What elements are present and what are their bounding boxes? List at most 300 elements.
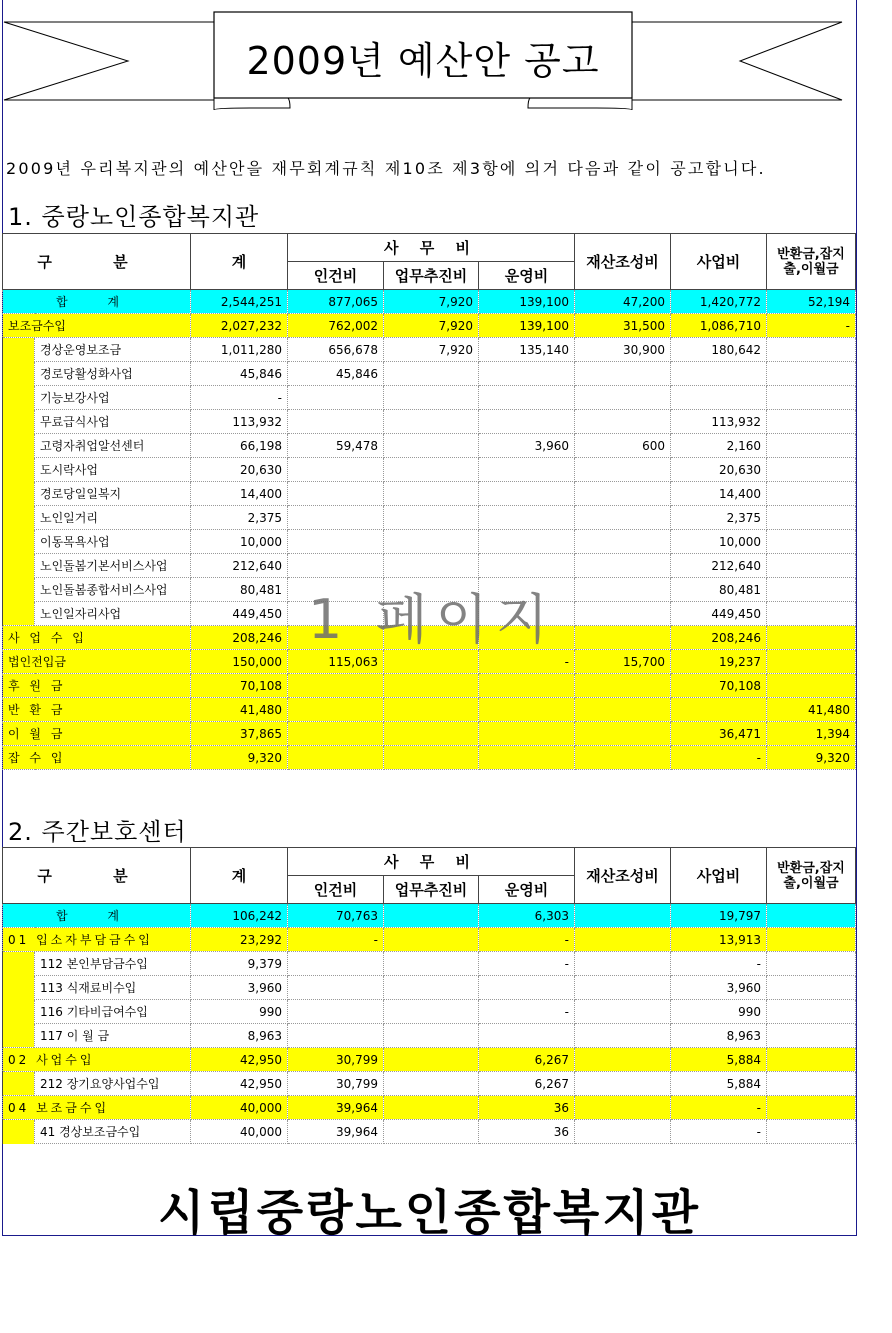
page-title: 2009년 예산안 공고	[246, 38, 600, 83]
header-operations-promo: 업무추진비	[384, 876, 479, 904]
cell-personnel	[288, 698, 384, 722]
cell-total: 42,950	[191, 1072, 288, 1096]
cell-operations-promo	[384, 530, 479, 554]
cell-running	[479, 530, 575, 554]
cell-business: 5,884	[671, 1072, 767, 1096]
row-label: 사 업 수 입	[3, 626, 191, 650]
cell-business: 3,960	[671, 976, 767, 1000]
cell-business: 80,481	[671, 578, 767, 602]
cell-refund	[767, 1048, 856, 1072]
detail-row	[3, 410, 856, 434]
header-operations-promo: 업무추진비	[384, 262, 479, 290]
cell-business: 10,000	[671, 530, 767, 554]
cell-business: 14,400	[671, 482, 767, 506]
cell-property	[575, 976, 671, 1000]
cell-refund	[767, 386, 856, 410]
cell-total: 80,481	[191, 578, 288, 602]
cell-total: 1,011,280	[191, 338, 288, 362]
cell-personnel: 656,678	[288, 338, 384, 362]
cell-property	[575, 554, 671, 578]
cell-refund	[767, 976, 856, 1000]
group-row	[3, 626, 856, 650]
cell-operations-promo	[384, 362, 479, 386]
cell-refund	[767, 434, 856, 458]
cell-personnel: 877,065	[288, 290, 384, 314]
cell-operations-promo	[384, 1048, 479, 1072]
cell-property	[575, 482, 671, 506]
detail-row	[3, 976, 856, 1000]
cell-personnel	[288, 602, 384, 626]
cell-property	[575, 602, 671, 626]
cell-property	[575, 674, 671, 698]
footer-organization-name: 시립중랑노인종합복지관	[157, 1185, 702, 1241]
cell-refund	[767, 1000, 856, 1024]
cell-business: 113,932	[671, 410, 767, 434]
cell-business: 5,884	[671, 1048, 767, 1072]
cell-personnel	[288, 410, 384, 434]
cell-refund	[767, 602, 856, 626]
cell-refund	[767, 1024, 856, 1048]
cell-property	[575, 928, 671, 952]
row-label: 212 장기요양사업수입	[35, 1072, 191, 1096]
cell-business: 19,797	[671, 904, 767, 928]
cell-running	[479, 458, 575, 482]
row-label: 합 계	[3, 904, 191, 928]
cell-business: 180,642	[671, 338, 767, 362]
header-refund: 반환금,잡지출,이월금	[767, 848, 856, 904]
cell-personnel: 45,846	[288, 362, 384, 386]
cell-personnel	[288, 506, 384, 530]
cell-refund	[767, 650, 856, 674]
cell-personnel	[288, 386, 384, 410]
cell-refund: 41,480	[767, 698, 856, 722]
row-label: 112 본인부담금수입	[35, 952, 191, 976]
row-label: 고령자취업알선센터	[35, 434, 191, 458]
cell-business: -	[671, 1096, 767, 1120]
cell-operations-promo	[384, 698, 479, 722]
cell-refund	[767, 952, 856, 976]
cell-business: 212,640	[671, 554, 767, 578]
row-label: 노인일자리사업	[35, 602, 191, 626]
indent-bar	[3, 554, 35, 578]
cell-business: 990	[671, 1000, 767, 1024]
cell-property	[575, 1120, 671, 1144]
cell-total: 37,865	[191, 722, 288, 746]
header-property: 재산조성비	[575, 848, 671, 904]
cell-personnel: 39,964	[288, 1096, 384, 1120]
total-row	[3, 904, 856, 928]
cell-operations-promo	[384, 928, 479, 952]
cell-personnel: 30,799	[288, 1072, 384, 1096]
row-label: 경로당활성화사업	[35, 362, 191, 386]
row-label: 도시락사업	[35, 458, 191, 482]
header-refund: 반환금,잡지출,이월금	[767, 234, 856, 290]
header-category: 구 분	[3, 234, 191, 290]
cell-personnel	[288, 1000, 384, 1024]
cell-running: 139,100	[479, 314, 575, 338]
detail-row	[3, 1024, 856, 1048]
cell-running	[479, 976, 575, 1000]
cell-personnel: 59,478	[288, 434, 384, 458]
cell-running	[479, 410, 575, 434]
header-running: 운영비	[479, 262, 575, 290]
detail-row	[3, 338, 856, 362]
cell-operations-promo	[384, 650, 479, 674]
row-label: 경로당일일복지	[35, 482, 191, 506]
cell-refund	[767, 362, 856, 386]
cell-total: 990	[191, 1000, 288, 1024]
row-label: 117 이 월 금	[35, 1024, 191, 1048]
detail-row	[3, 1120, 856, 1144]
header-office-expense: 사 무 비	[288, 234, 575, 262]
row-label: 116 기타비급여수입	[35, 1000, 191, 1024]
cell-total: 212,640	[191, 554, 288, 578]
indent-bar	[3, 482, 35, 506]
cell-property	[575, 952, 671, 976]
header-office-expense: 사 무 비	[288, 848, 575, 876]
detail-row	[3, 386, 856, 410]
detail-row	[3, 458, 856, 482]
detail-row	[3, 362, 856, 386]
budget-table-section1	[2, 233, 856, 770]
cell-refund	[767, 1072, 856, 1096]
row-label: 후 원 금	[3, 674, 191, 698]
cell-total: 106,242	[191, 904, 288, 928]
cell-property: 600	[575, 434, 671, 458]
cell-operations-promo	[384, 904, 479, 928]
cell-running: 6,267	[479, 1072, 575, 1096]
indent-bar	[3, 506, 35, 530]
cell-running: -	[479, 1000, 575, 1024]
header-row	[3, 848, 856, 876]
cell-personnel	[288, 952, 384, 976]
cell-business: 8,963	[671, 1024, 767, 1048]
cell-property	[575, 1000, 671, 1024]
cell-running: -	[479, 952, 575, 976]
cell-property	[575, 410, 671, 434]
cell-operations-promo	[384, 410, 479, 434]
cell-refund: 9,320	[767, 746, 856, 770]
indent-bar	[3, 1024, 35, 1048]
cell-business: -	[671, 1120, 767, 1144]
cell-running: 3,960	[479, 434, 575, 458]
cell-total: 42,950	[191, 1048, 288, 1072]
group-row	[3, 746, 856, 770]
group-row	[3, 650, 856, 674]
cell-property	[575, 506, 671, 530]
row-label: 잡 수 입	[3, 746, 191, 770]
cell-business: 20,630	[671, 458, 767, 482]
section2-title: 2. 주간보호센터	[8, 818, 187, 846]
cell-property	[575, 1024, 671, 1048]
cell-total: 41,480	[191, 698, 288, 722]
cell-property	[575, 362, 671, 386]
cell-refund	[767, 458, 856, 482]
indent-bar	[3, 952, 35, 976]
cell-personnel	[288, 482, 384, 506]
cell-personnel	[288, 578, 384, 602]
group-row	[3, 1096, 856, 1120]
cell-personnel	[288, 1024, 384, 1048]
row-label: 41 경상보조금수입	[35, 1120, 191, 1144]
indent-bar	[3, 434, 35, 458]
indent-bar	[3, 410, 35, 434]
cell-property	[575, 746, 671, 770]
indent-bar	[3, 1072, 35, 1096]
cell-total: 150,000	[191, 650, 288, 674]
cell-total: -	[191, 386, 288, 410]
cell-refund	[767, 674, 856, 698]
cell-running	[479, 746, 575, 770]
cell-refund	[767, 904, 856, 928]
cell-running	[479, 722, 575, 746]
indent-bar	[3, 338, 35, 362]
cell-refund	[767, 578, 856, 602]
row-label: 합 계	[3, 290, 191, 314]
indent-bar	[3, 386, 35, 410]
cell-property	[575, 1072, 671, 1096]
page-watermark: 1 페이지	[308, 588, 557, 651]
header-total: 계	[191, 234, 288, 290]
cell-running	[479, 386, 575, 410]
detail-row	[3, 434, 856, 458]
header-running: 운영비	[479, 876, 575, 904]
cell-property: 31,500	[575, 314, 671, 338]
cell-total: 8,963	[191, 1024, 288, 1048]
row-label: 법인전입금	[3, 650, 191, 674]
cell-refund	[767, 530, 856, 554]
cell-total: 2,544,251	[191, 290, 288, 314]
cell-refund: -	[767, 314, 856, 338]
cell-operations-promo	[384, 554, 479, 578]
cell-business: 1,086,710	[671, 314, 767, 338]
cell-total: 45,846	[191, 362, 288, 386]
header-business: 사업비	[671, 234, 767, 290]
cell-business: 449,450	[671, 602, 767, 626]
cell-property	[575, 698, 671, 722]
row-label: 113 식재료비수입	[35, 976, 191, 1000]
header-property: 재산조성비	[575, 234, 671, 290]
cell-property	[575, 904, 671, 928]
cell-personnel	[288, 458, 384, 482]
cell-running	[479, 554, 575, 578]
cell-refund	[767, 482, 856, 506]
group-row	[3, 722, 856, 746]
cell-business	[671, 386, 767, 410]
cell-running	[479, 602, 575, 626]
cell-refund	[767, 1096, 856, 1120]
cell-operations-promo	[384, 1072, 479, 1096]
cell-total: 23,292	[191, 928, 288, 952]
cell-personnel	[288, 626, 384, 650]
cell-operations-promo	[384, 674, 479, 698]
cell-running	[479, 362, 575, 386]
header-total: 계	[191, 848, 288, 904]
cell-operations-promo	[384, 722, 479, 746]
group-row	[3, 928, 856, 952]
cell-total: 113,932	[191, 410, 288, 434]
cell-property	[575, 1096, 671, 1120]
cell-business	[671, 698, 767, 722]
cell-refund	[767, 626, 856, 650]
cell-running: -	[479, 650, 575, 674]
cell-property	[575, 386, 671, 410]
cell-property	[575, 1048, 671, 1072]
row-label: 02 사업수입	[3, 1048, 191, 1072]
cell-total: 2,027,232	[191, 314, 288, 338]
cell-operations-promo	[384, 578, 479, 602]
detail-row	[3, 578, 856, 602]
budget-table-section2	[2, 847, 856, 1144]
group-row	[3, 698, 856, 722]
cell-operations-promo	[384, 386, 479, 410]
cell-personnel: 115,063	[288, 650, 384, 674]
indent-bar	[3, 458, 35, 482]
cell-total: 70,108	[191, 674, 288, 698]
detail-row	[3, 482, 856, 506]
cell-property: 47,200	[575, 290, 671, 314]
cell-personnel: -	[288, 928, 384, 952]
cell-personnel	[288, 554, 384, 578]
cell-property: 30,900	[575, 338, 671, 362]
cell-personnel	[288, 722, 384, 746]
row-label: 이 월 금	[3, 722, 191, 746]
cell-refund	[767, 338, 856, 362]
cell-business: 208,246	[671, 626, 767, 650]
cell-business	[671, 362, 767, 386]
indent-bar	[3, 976, 35, 1000]
indent-bar	[3, 602, 35, 626]
detail-row	[3, 952, 856, 976]
indent-bar	[3, 530, 35, 554]
cell-personnel	[288, 746, 384, 770]
group-row	[3, 1048, 856, 1072]
header-personnel: 인건비	[288, 262, 384, 290]
cell-operations-promo: 7,920	[384, 338, 479, 362]
cell-refund: 52,194	[767, 290, 856, 314]
cell-refund: 1,394	[767, 722, 856, 746]
row-label: 보조금수입	[3, 314, 191, 338]
indent-bar	[3, 362, 35, 386]
row-label: 04 보조금수입	[3, 1096, 191, 1120]
cell-operations-promo	[384, 952, 479, 976]
cell-total: 40,000	[191, 1096, 288, 1120]
detail-row	[3, 1000, 856, 1024]
header-category: 구 분	[3, 848, 191, 904]
cell-personnel: 30,799	[288, 1048, 384, 1072]
cell-property	[575, 530, 671, 554]
cell-total: 9,320	[191, 746, 288, 770]
detail-row	[3, 602, 856, 626]
cell-running	[479, 578, 575, 602]
cell-total: 9,379	[191, 952, 288, 976]
section1-title: 1. 중랑노인종합복지관	[8, 203, 260, 231]
indent-bar	[3, 1120, 35, 1144]
cell-running: 6,267	[479, 1048, 575, 1072]
cell-operations-promo: 7,920	[384, 290, 479, 314]
cell-refund	[767, 554, 856, 578]
cell-refund	[767, 1120, 856, 1144]
cell-property	[575, 458, 671, 482]
cell-operations-promo: 7,920	[384, 314, 479, 338]
row-label: 노인돌봄종합서비스사업	[35, 578, 191, 602]
cell-running	[479, 1024, 575, 1048]
detail-row	[3, 554, 856, 578]
cell-total: 10,000	[191, 530, 288, 554]
cell-business: 2,160	[671, 434, 767, 458]
cell-business: 19,237	[671, 650, 767, 674]
cell-operations-promo	[384, 482, 479, 506]
cell-operations-promo	[384, 976, 479, 1000]
cell-business: 36,471	[671, 722, 767, 746]
cell-refund	[767, 928, 856, 952]
cell-property: 15,700	[575, 650, 671, 674]
cell-business: -	[671, 746, 767, 770]
cell-personnel: 39,964	[288, 1120, 384, 1144]
cell-total: 208,246	[191, 626, 288, 650]
cell-running: 6,303	[479, 904, 575, 928]
cell-running	[479, 626, 575, 650]
row-label: 기능보강사업	[35, 386, 191, 410]
cell-business: 70,108	[671, 674, 767, 698]
indent-bar	[3, 578, 35, 602]
cell-property	[575, 578, 671, 602]
cell-total: 14,400	[191, 482, 288, 506]
cell-running	[479, 674, 575, 698]
cell-total: 20,630	[191, 458, 288, 482]
cell-total: 40,000	[191, 1120, 288, 1144]
cell-personnel: 762,002	[288, 314, 384, 338]
cell-running	[479, 506, 575, 530]
cell-refund	[767, 506, 856, 530]
detail-row	[3, 506, 856, 530]
cell-personnel	[288, 976, 384, 1000]
row-label: 이동목욕사업	[35, 530, 191, 554]
row-label: 반 환 금	[3, 698, 191, 722]
cell-running: -	[479, 928, 575, 952]
cell-running	[479, 482, 575, 506]
cell-running: 36	[479, 1096, 575, 1120]
cell-running: 135,140	[479, 338, 575, 362]
cell-operations-promo	[384, 506, 479, 530]
cell-business: 13,913	[671, 928, 767, 952]
cell-business: 2,375	[671, 506, 767, 530]
cell-personnel	[288, 530, 384, 554]
cell-operations-promo	[384, 746, 479, 770]
cell-business: -	[671, 952, 767, 976]
group-row	[3, 674, 856, 698]
cell-operations-promo	[384, 1000, 479, 1024]
cell-personnel	[288, 674, 384, 698]
header-row	[3, 234, 856, 262]
cell-operations-promo	[384, 1024, 479, 1048]
cell-operations-promo	[384, 626, 479, 650]
group-row	[3, 314, 856, 338]
cell-running: 36	[479, 1120, 575, 1144]
cell-operations-promo	[384, 1096, 479, 1120]
detail-row	[3, 530, 856, 554]
cell-total: 2,375	[191, 506, 288, 530]
total-row	[3, 290, 856, 314]
detail-row	[3, 1072, 856, 1096]
intro-text: 2009년 우리복지관의 예산안을 재무회계규칙 제10조 제3항에 의거 다음과 같이 공고합니다.	[6, 159, 766, 178]
row-label: 경상운영보조금	[35, 338, 191, 362]
row-label: 무료급식사업	[35, 410, 191, 434]
row-label: 노인일거리	[35, 506, 191, 530]
cell-operations-promo	[384, 458, 479, 482]
cell-total: 449,450	[191, 602, 288, 626]
cell-operations-promo	[384, 434, 479, 458]
